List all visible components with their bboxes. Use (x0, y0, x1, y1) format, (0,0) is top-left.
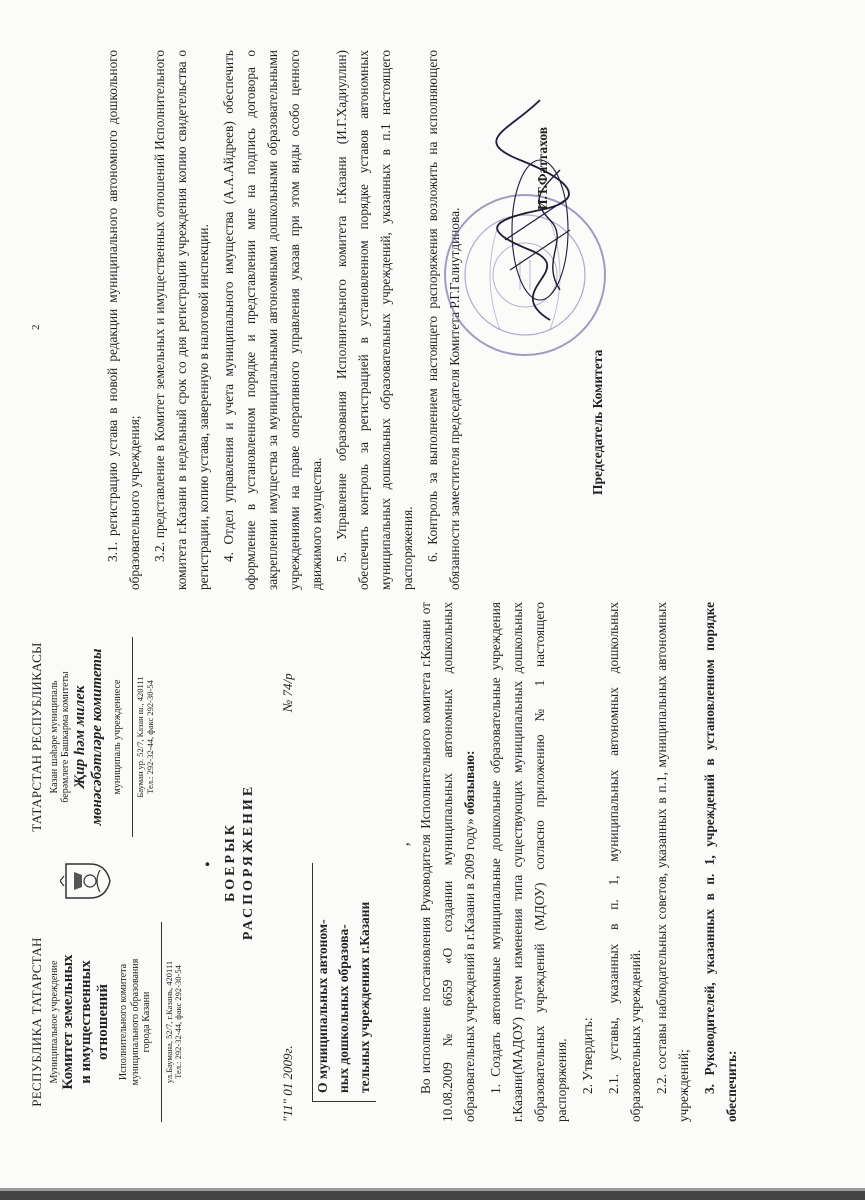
address-line: ул.Баумана, 52/7, г.Казань, 420111 (163, 960, 174, 1084)
subject-line: тельных учреждениях г.Казани (356, 901, 372, 1093)
body-bold-text: 3. Руководителей, указанных в п. 1, учреждений в установленном порядке обеспечить: (702, 602, 739, 1122)
committee-name-line: Комитет земельных (60, 954, 77, 1090)
pen-mark: ‚ (395, 841, 412, 847)
preamble-text: Во исполнение постановления Руководителя Исполнительного комитета г.Казани от 10.08.2009 № 6659 «О создании муниципальных автономных дошкольных образовательных учреждений в г.Казани в 2009 году» (418, 602, 477, 1122)
exec-line-tat: Казан шәһәре муниципаль (48, 680, 60, 794)
page-2 (30, 50, 830, 590)
body-paragraph: 2. Утвердить: (580, 1017, 595, 1094)
body-paragraph (415, 602, 481, 1122)
letterhead-right (30, 637, 155, 837)
order-title (222, 752, 258, 972)
signatory-name: И.Т.Фаттахов (535, 126, 550, 210)
order-subject (312, 863, 376, 1102)
subject-line: О муниципальных автоном- (315, 919, 330, 1093)
pen-mark: • (200, 861, 217, 867)
institution-type-tat: муниципаль учреждениесе (112, 679, 124, 795)
executive-line: муниципального образования (129, 958, 141, 1086)
letterhead-left (30, 922, 184, 1122)
body-paragraph (699, 602, 743, 1122)
committee-name-line: и имущественных (77, 960, 94, 1084)
address-ru (161, 922, 185, 1122)
executive-line: города Казани (141, 991, 153, 1053)
body-paragraph: 3.2. представление в Комитет земельных и имущественных отношений Исполнительного комитета г.Казани в недельный срок со дня регистрации учреждения копию свидетельства о регистрации, копию устава, заверенную в налоговой инспекции. (152, 50, 211, 590)
order-date: "11" 01 2009г. (280, 1045, 295, 1122)
body-paragraph: 3.1. регистрацию устава в новой редакции муниципального автономного дошкольного образовательного учреждения; (105, 50, 142, 590)
republic-ru: РЕСПУБЛИКА ТАТАРСТАН (29, 937, 44, 1107)
phone-line: Тел.: 292-32-44, факс 292-30-54 (144, 680, 155, 794)
republic-tat: ТАТАРСТАН РЕСПУБЛИКАСЫ (29, 642, 44, 832)
committee-name-tat: мөнәсәбәтләре комитеты (89, 648, 106, 826)
exec-line-tat: берәмлеге Башкарма комитеты (60, 671, 72, 803)
order-number: № 74/р (280, 673, 295, 712)
executive-line: Исполнительного комитета (118, 963, 130, 1081)
committee-name-tat: Җир һәм милек (71, 685, 88, 789)
body-paragraph: 2.1. уставы, указанных в п. 1, муниципальных автономных дошкольных образовательных учреждений. (606, 602, 643, 1122)
committee-name-line: отношений (94, 983, 111, 1061)
preamble-bold: обязываю: (462, 750, 477, 815)
body-paragraph: 6. Контроль за выполнением настоящего распоряжения возложить на исполняющего обязанности заместителя председателя Комитета Р.Г.Галиутдинова. (425, 50, 462, 590)
order-title-ru: РАСПОРЯЖЕНИЕ (241, 783, 257, 941)
address-tat (132, 637, 156, 837)
order-body-page-2 (102, 50, 469, 590)
order-title-tat: БОЕРЫК (223, 822, 238, 902)
page-number: 2 (30, 324, 42, 330)
order-body-page-1 (415, 602, 747, 1122)
coat-of-arms-icon (60, 858, 112, 904)
signatory-title: Председатель Комитета (590, 349, 605, 495)
body-paragraph: 4. Отдел управления и учета муниципального имущества (А.А.Айдреев) обеспечить оформление в установленном порядке и представлении мне на подпись договора о закреплении имущества за муниципальными автономными дошкольными образовательными учреждениями на праве оперативного управления указав при этом виды особо ценного движимого имущества. (221, 50, 324, 590)
institution-type-ru: Муниципальное учреждение (48, 960, 60, 1084)
body-paragraph: 5. Управление образования Исполнительного комитета г.Казани (И.Г.Хадиуллин) обеспечить контроль за регистрацией в установленном порядке уставов автономных муниципальных дошкольных образовательных учреждений, указанных в п.1 настоящего распоряжения. (334, 50, 415, 590)
body-paragraph: 1. Создать автономные муниципальные дошкольные образовательные учреждения г.Казани(МАДОУ) путем изменения типа существующих муниципальных дошкольных образовательных учреждений (МДОУ) согласно приложению № 1 настоящего распоряжения. (488, 602, 569, 1122)
address-line: Бауман ур. 52/7, Казан ш., 420111 (134, 676, 145, 798)
phone-line: Тел.: 292-32-44, факс 292-30-54 (173, 965, 184, 1079)
body-paragraph: 2.2. составы наблюдательных советов, указанных в п.1, муниципальных автономных учреждений; (654, 602, 691, 1122)
page-1 (30, 602, 830, 1122)
subject-line: ных дошкольных образова- (335, 924, 351, 1093)
